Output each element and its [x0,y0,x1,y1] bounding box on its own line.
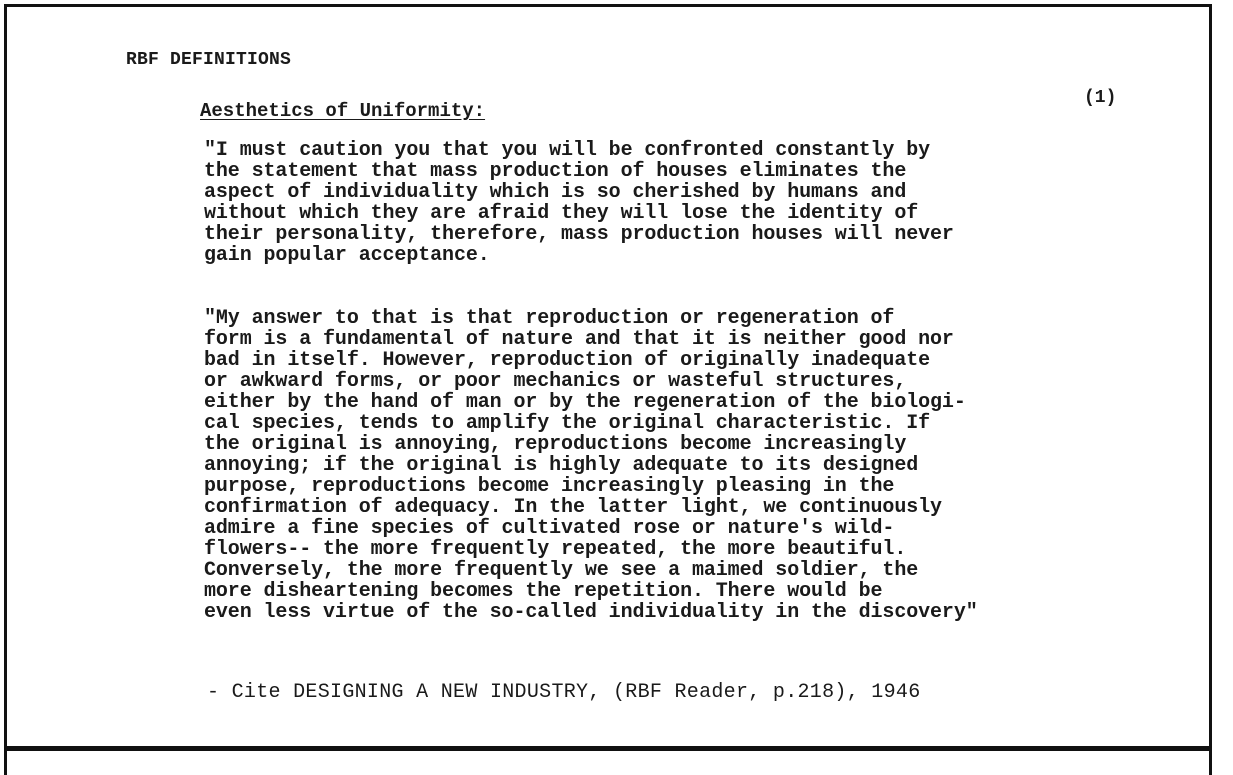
quote-paragraph-2: "My answer to that is that reproduction or regeneration of form is a fundamental of nature and that it is neither good nor bad in itself. However, reproduction of originally inadequate or awkward forms, or poor mechanics or wasteful structures, either by the hand of man or by the regeneration of the biologi- cal species, tends to amplify the original characteristic. If the original is annoying, reproductions become increasingly annoying; if the original is highly adequate to its designed purpose, reproductions become increasingly pleasing in the confirmation of adequacy. In the latter light, we continuously admire a fine species of cultivated rose or nature's wild- flowers-- the more frequently repeated, the more beautiful. Conversely, the more frequently we see a maimed soldier, the more disheartening becomes the repetition. There would be even less virtue of the so-called individuality in the discovery" [204,307,978,624]
citation: - Cite DESIGNING A NEW INDUSTRY, (RBF Reader, p.218), 1946 [207,681,921,704]
quote-paragraph-1: "I must caution you that you will be confronted constantly by the statement that mass production of houses eliminates the aspect of individuality which is so cherished by humans and without which they are afraid they will lose the identity of their personality, therefore, mass production houses will never gain popular acceptance. [204,139,954,267]
definition-subject: Aesthetics of Uniformity: [200,100,486,122]
next-card-edge [4,749,1212,775]
card-header: RBF DEFINITIONS [126,50,292,70]
card-number: (1) [1084,88,1117,108]
